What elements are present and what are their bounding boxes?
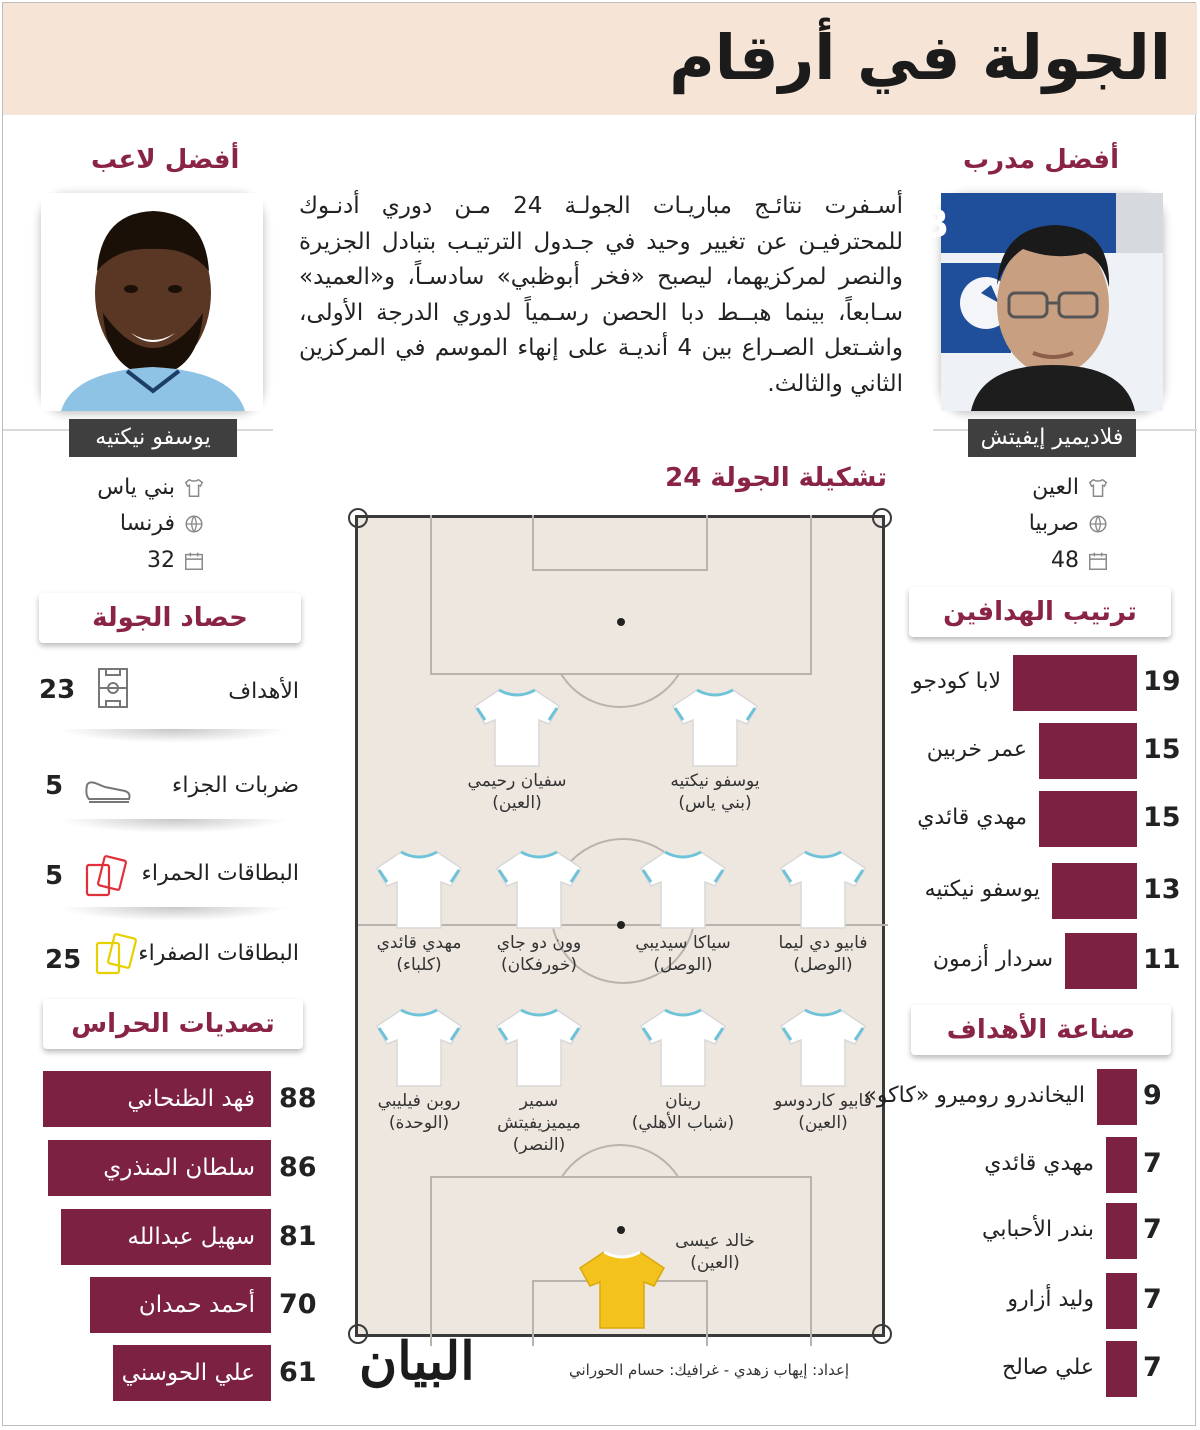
credits: إعداد: إيهاب زهدي - غرافيك: حسام الحوراني (569, 1361, 850, 1379)
assists-heading-pill (911, 1005, 1171, 1055)
player-mid-3 (474, 848, 604, 976)
player-name: فابيو دي ليما (778, 933, 868, 953)
corner-arc (348, 508, 368, 528)
assist-bar (1106, 1137, 1137, 1193)
player-club: (خورفكان) (501, 955, 577, 975)
shirt-icon (1087, 477, 1109, 499)
white-shirt-icon (493, 848, 585, 932)
player-name: مهدي قائدي (376, 933, 462, 953)
calendar-icon (183, 550, 205, 572)
player-club: (كلباء) (396, 955, 442, 975)
save-bar: علي الحوسني (113, 1345, 271, 1401)
player-name-tag: يوسفو نيكتيه (69, 419, 237, 457)
assist-value: 7 (1143, 1214, 1162, 1245)
svg-text:AB: AB (890, 202, 949, 246)
player-club: (الوحدة) (388, 1113, 450, 1133)
best-player-heading: أفضل لاعب (91, 145, 240, 175)
assist-bar (1106, 1341, 1137, 1397)
globe-icon (183, 513, 205, 535)
player-portrait-icon (41, 193, 263, 411)
player-age: 32 (147, 548, 175, 573)
player-def-4 (354, 1006, 484, 1134)
newspaper-logo: البيان (359, 1331, 475, 1392)
saves-heading-pill (43, 999, 303, 1049)
player-name: فابيو كاردوسو (774, 1091, 872, 1111)
scorer-name: سردار أزمون (932, 947, 1053, 972)
intro-paragraph: أسـفرت نتائـج مباريـات الجولـة 24 مـن دوري أدنـوك للمحترفيـن عن تغيير وحيد في جـدول الترتيـب بتبادل الجزيرة والنصر لمركزيهما، ليصبح «فخر أبوظبي» سادسـاً، و«العميد» سـابعاً، بينما هبــط دبا الحصن رسـمياً لدوري الدرجة الأولى، واشـتعل الصـراع بين 4 أنديـة على إنهاء الموسم في المركزين الثاني والثالث. (299, 193, 903, 397)
white-shirt-icon (637, 848, 729, 932)
coach-name-tag: فلاديمير إيفيتش (968, 419, 1136, 457)
player-club: (الوصل) (653, 955, 713, 975)
scorer-bar (1039, 723, 1137, 779)
assist-bar (1106, 1273, 1137, 1329)
save-value: 70 (279, 1289, 317, 1320)
player-mid-4 (354, 848, 484, 976)
player-name: سفيان رحيمي (467, 771, 567, 791)
scorer-bar (1052, 863, 1137, 919)
white-shirt-icon (669, 686, 761, 770)
scorer-value: 15 (1143, 802, 1181, 833)
corner-arc (872, 1324, 892, 1344)
best-coach-heading: أفضل مدرب (962, 145, 1119, 175)
stat-red-value: 5 (45, 861, 64, 891)
assist-bar (1097, 1069, 1137, 1125)
player-photo (41, 193, 263, 411)
scorer-bar (1013, 655, 1137, 711)
goalkeeper-shirt (576, 1248, 668, 1336)
player-name: وون دو جاي (496, 933, 582, 953)
stat-yellow-value: 25 (45, 945, 82, 975)
player-club: (العين) (690, 1253, 740, 1273)
harvest-heading-pill (39, 593, 301, 643)
player-forward-2 (452, 686, 582, 814)
pitch (355, 515, 885, 1337)
player-forward-1 (650, 686, 780, 814)
player-def-2 (618, 1006, 748, 1134)
player-club: بني ياس (97, 475, 175, 500)
player-name: خالد عيسى (675, 1231, 755, 1251)
assist-value: 7 (1143, 1284, 1162, 1315)
stat-red-label: البطاقات الحمراء (141, 861, 299, 886)
player-name: رينان (665, 1091, 701, 1111)
coach-age-row (1051, 548, 1109, 573)
scorer-value: 11 (1143, 944, 1181, 975)
scorer-bar (1065, 933, 1137, 989)
player-def-1 (758, 1006, 888, 1134)
stat-penalties-value: 5 (45, 771, 64, 801)
shirt-icon (183, 477, 205, 499)
player-def-3 (474, 1006, 604, 1156)
player-club: (العين) (492, 793, 542, 813)
player-name: سمير ميميزيفيتش (497, 1091, 581, 1133)
globe-icon (1087, 513, 1109, 535)
assist-name: علي صالح (1001, 1355, 1094, 1380)
coach-club: العين (1032, 475, 1079, 500)
scorer-name: لابا كودجو (912, 669, 1001, 694)
player-name: روبن فيليبي (377, 1091, 461, 1111)
boot-icon (83, 777, 133, 805)
save-value: 81 (279, 1221, 317, 1252)
infographic (2, 2, 1196, 1426)
scorer-value: 13 (1143, 874, 1181, 905)
player-country-row (120, 511, 205, 536)
pitch-icon (97, 667, 129, 709)
stat-yellow-label: البطاقات الصفراء (138, 941, 299, 966)
assists-heading: صناعة الأهداف (946, 1015, 1136, 1045)
assist-value: 9 (1143, 1080, 1162, 1111)
assist-name: وليد أزارو (1007, 1287, 1094, 1312)
scorer-name: مهدي قائدي (917, 805, 1027, 830)
assist-value: 7 (1143, 1148, 1162, 1179)
save-value: 88 (279, 1083, 317, 1114)
player-club: (النصر) (512, 1135, 566, 1155)
player-name: سياكا سيديبي (635, 933, 731, 953)
scorer-name: عمر خربين (926, 737, 1027, 762)
white-shirt-icon (471, 686, 563, 770)
player-mid-1 (758, 848, 888, 976)
player-mid-2 (618, 848, 748, 976)
assist-name: مهدي قائدي (984, 1151, 1094, 1176)
lineup-heading: تشكيلة الجولة 24 (665, 463, 887, 493)
white-shirt-icon (373, 848, 465, 932)
save-value: 61 (279, 1357, 317, 1388)
page-title: الجولة في أرقام (669, 21, 1171, 94)
scorer-value: 19 (1143, 666, 1181, 697)
save-bar: أحمد حمدان (90, 1277, 271, 1333)
player-country: فرنسا (119, 511, 175, 536)
yellow-shirt-icon (576, 1248, 668, 1332)
save-bar: سهيل عبدالله (61, 1209, 271, 1265)
coach-country-row (1029, 511, 1109, 536)
player-club: (العين) (798, 1113, 848, 1133)
assist-bar (1106, 1203, 1137, 1259)
scorer-bar (1039, 791, 1137, 847)
stat-separator (59, 907, 289, 921)
coach-portrait-icon (890, 193, 1163, 411)
stat-separator (59, 819, 289, 833)
assist-value: 7 (1143, 1352, 1162, 1383)
white-shirt-icon (637, 1006, 729, 1090)
save-bar: فهد الظنحاني (43, 1071, 271, 1127)
bottom-penalty-spot (617, 1226, 625, 1234)
assist-name: بندر الأحبابي (982, 1217, 1094, 1242)
save-value: 86 (279, 1152, 317, 1183)
player-name: يوسفو نيكتيه (670, 771, 760, 791)
player-club-row (97, 475, 205, 500)
yellow-card-icon (95, 933, 137, 977)
coach-photo (890, 193, 1163, 411)
scorer-name: يوسفو نيكتيه (924, 877, 1040, 902)
stat-goals-value: 23 (39, 675, 76, 705)
corner-arc (872, 508, 892, 528)
white-shirt-icon (777, 848, 869, 932)
white-shirt-icon (373, 1006, 465, 1090)
harvest-heading: حصاد الجولة (92, 603, 248, 633)
top-goal-box (532, 515, 708, 571)
stat-goals-label: الأهداف (228, 679, 299, 704)
goalkeeper-label (660, 1230, 770, 1274)
header-band (3, 3, 1197, 115)
top-penalty-spot (617, 618, 625, 626)
scorers-heading: ترتيب الهدافين (943, 597, 1137, 627)
calendar-icon (1087, 550, 1109, 572)
stat-separator (59, 729, 289, 743)
saves-heading: تصديات الحراس (71, 1009, 275, 1039)
scorers-heading-pill (909, 587, 1171, 637)
coach-age: 48 (1051, 548, 1079, 573)
scorer-value: 15 (1143, 734, 1181, 765)
player-club: (الوصل) (793, 955, 853, 975)
assist-name: اليخاندرو روميرو «كاكو» (863, 1083, 1085, 1108)
player-age-row (147, 548, 205, 573)
stat-penalties-label: ضربات الجزاء (172, 773, 299, 798)
player-club: (شباب الأهلي) (631, 1113, 735, 1133)
coach-club-row (1032, 475, 1109, 500)
save-bar: سلطان المنذري (48, 1140, 271, 1196)
red-card-icon (85, 855, 127, 899)
coach-country: صربيا (1028, 511, 1079, 536)
white-shirt-icon (777, 1006, 869, 1090)
white-shirt-icon (493, 1006, 585, 1090)
player-club: (بني ياس) (678, 793, 752, 813)
